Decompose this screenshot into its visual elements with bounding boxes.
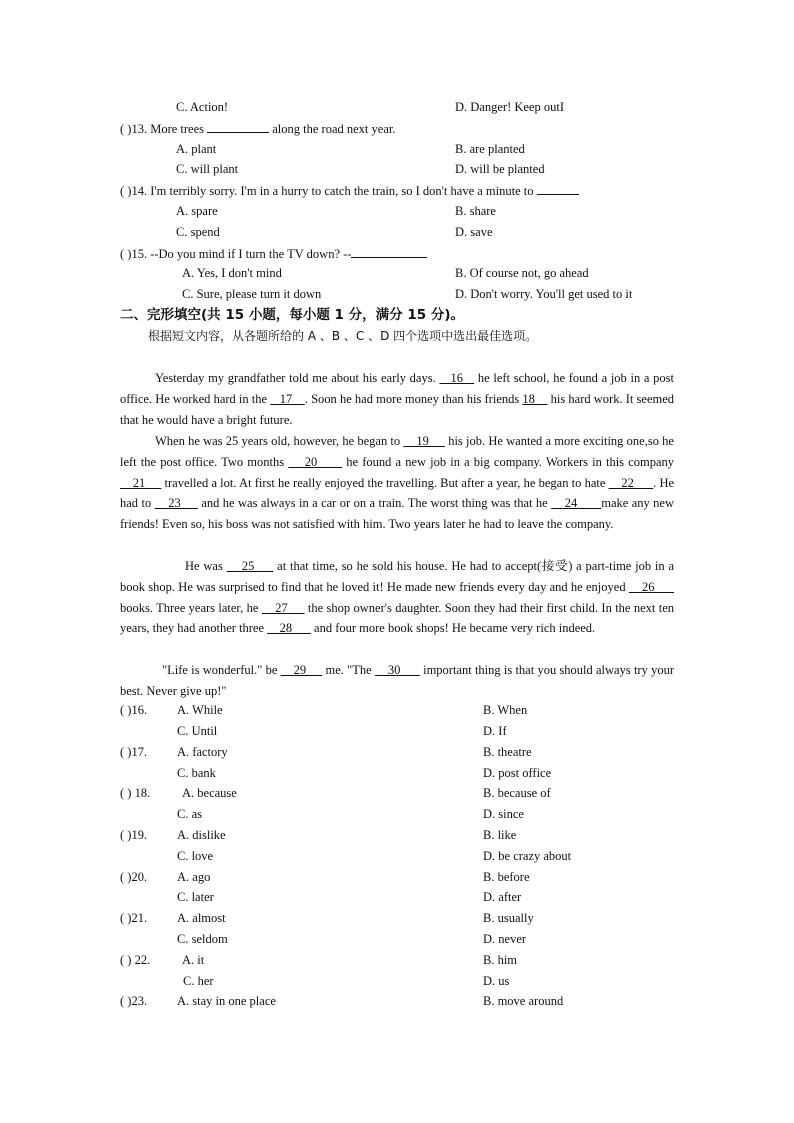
- q18-option-c: C. as: [177, 807, 202, 821]
- q13-blank[interactable]: [207, 120, 269, 133]
- q13-option-c: C. will plant: [176, 162, 239, 176]
- q13-stem-a: More trees: [150, 122, 204, 136]
- q12-option-d: D. Danger! Keep outI: [455, 100, 564, 114]
- q20-option-a: A. ago: [177, 870, 211, 884]
- blank-30[interactable]: 30: [374, 663, 420, 677]
- q14-blank[interactable]: [537, 182, 579, 195]
- q17-option-b: B. theatre: [483, 745, 532, 759]
- q18-number: ( ) 18.: [120, 786, 151, 800]
- section-instruction: 根据短文内容，从各题所给的 A 、B 、C 、D 四个选项中选出最佳选项。: [148, 329, 538, 343]
- q21-option-c: C. seldom: [177, 932, 228, 946]
- passage-text: and four more book shops! He became very rich indeed.: [310, 621, 596, 636]
- q14-option-b: B. share: [455, 204, 496, 218]
- q16-number: ( )16.: [120, 703, 148, 717]
- q17-option-d: D. post office: [483, 766, 552, 780]
- passage-text: at that time, so he sold his house. He had to accept(接受) a part-time job in a book shop. He was surprised to find that he loved it! He made new friends every day and he enjoyed: [120, 559, 675, 594]
- q14-option-c: C. spend: [176, 225, 220, 239]
- q16-option-c: C. Until: [177, 724, 218, 738]
- q23-option-a: A. stay in one place: [177, 994, 276, 1008]
- blank-28[interactable]: 28: [267, 621, 311, 636]
- q16-option-d: D. If: [483, 724, 507, 738]
- q16-option-a: A. While: [177, 703, 223, 717]
- blank-26[interactable]: 26: [628, 579, 675, 594]
- q20-option-d: D. after: [483, 890, 522, 904]
- q15-option-b: B. Of course not, go ahead: [455, 266, 589, 280]
- passage-text: and he was always in a car or on a train. The worst thing was that he: [197, 496, 552, 511]
- q13-stem-b: along the road next year.: [272, 122, 396, 136]
- blank-18[interactable]: 18: [522, 391, 548, 406]
- q14-option-d: D. save: [455, 225, 493, 239]
- passage-text: me. "The: [322, 663, 375, 677]
- q22-option-d: D. us: [483, 974, 510, 988]
- blank-29[interactable]: 29: [280, 663, 323, 677]
- q22-option-a: A. it: [182, 953, 205, 967]
- passage-text: "Life is wonderful." be: [162, 663, 281, 677]
- q21-option-b: B. usually: [483, 911, 534, 925]
- blank-24[interactable]: 24: [551, 496, 602, 511]
- blank-27[interactable]: 27: [261, 600, 305, 615]
- q20-number: ( )20.: [120, 870, 148, 884]
- q17-option-a: A. factory: [177, 745, 228, 759]
- passage-paragraph-1: [120, 368, 674, 430]
- section-heading: 二、完形填空(共 15 小题，每小题 1 分，满分 15 分)。: [120, 307, 465, 323]
- passage-paragraph-2: [120, 431, 674, 535]
- passage-text: He was: [185, 559, 227, 573]
- q21-option-a: A. almost: [177, 911, 226, 925]
- q21-option-d: D. never: [483, 932, 527, 946]
- q14-option-a: A. spare: [176, 204, 218, 218]
- blank-19[interactable]: 19: [403, 434, 445, 448]
- q23-option-b: B. move around: [483, 994, 564, 1008]
- q15-stem: [120, 245, 427, 262]
- q22-option-b: B. him: [483, 953, 518, 967]
- passage-paragraph-4: [120, 660, 674, 702]
- q20-option-c: C. later: [177, 890, 214, 904]
- q15-blank[interactable]: [351, 245, 427, 258]
- passage-text: make any new friends! Even so, his boss was not satisfied with him. Two years later he had to leave the company.: [120, 496, 674, 532]
- q23-number: ( )23.: [120, 994, 148, 1008]
- q15-stem-text: --Do you mind if I turn the TV down? --: [150, 247, 352, 261]
- blank-20[interactable]: 20: [288, 454, 343, 469]
- q14-stem: [120, 182, 579, 199]
- passage-text: . Soon he had more money than his friends: [304, 391, 523, 406]
- passage-text: his hard work. It seemed that he would have a bright future.: [120, 391, 675, 427]
- q19-option-a: A. dislike: [177, 828, 226, 842]
- q13-option-a: A. plant: [176, 142, 217, 156]
- q18-option-d: D. since: [483, 807, 524, 821]
- passage-text: When he was 25 years old, however, he began to: [155, 434, 404, 448]
- passage-text: important thing is that you should always try your best. Never give up!": [120, 663, 674, 698]
- passage-text: the shop owner's daughter. Soon they had their first child. In the next ten years, they had another three: [120, 600, 674, 636]
- q14-number: ( )14.: [120, 184, 148, 198]
- q15-number: ( )15.: [120, 247, 148, 261]
- q20-option-b: B. before: [483, 870, 530, 884]
- passage-text: his job. He wanted a more exciting one,so he left the post office. Two months: [120, 434, 674, 469]
- passage-text: books. Three years later, he: [120, 600, 262, 615]
- q18-option-b: B. because of: [483, 786, 551, 800]
- blank-23[interactable]: 23: [154, 496, 198, 511]
- q13-number: ( )13.: [120, 122, 148, 136]
- passage-text: he found a new job in a big company. Workers in this company: [342, 454, 675, 469]
- blank-16[interactable]: 16: [439, 371, 475, 385]
- q19-number: ( )19.: [120, 828, 148, 842]
- passage-text: travelled a lot. At first he really enjoyed the travelling. But after a year, he began to hate: [161, 475, 609, 490]
- q21-number: ( )21.: [120, 911, 148, 925]
- q14-stem-text: I'm terribly sorry. I'm in a hurry to catch the train, so I don't have a minute to: [150, 184, 534, 198]
- q22-number: ( ) 22.: [120, 953, 151, 967]
- q15-option-d: D. Don't worry. You'll get used to it: [455, 287, 633, 301]
- q13-option-d: D. will be planted: [455, 162, 545, 176]
- passage-text: he left school, he found a job in a post office. He worked hard in the: [120, 371, 675, 406]
- blank-22[interactable]: 22: [608, 475, 654, 490]
- blank-17[interactable]: 17: [270, 391, 305, 406]
- blank-25[interactable]: 25: [226, 559, 274, 573]
- q17-number: ( )17.: [120, 745, 148, 759]
- q13-stem: [120, 120, 395, 137]
- q13-option-b: B. are planted: [455, 142, 525, 156]
- q12-option-c: C. Action!: [176, 100, 229, 114]
- q22-option-c: C. her: [183, 974, 214, 988]
- passage-text: . He had to: [120, 475, 675, 511]
- q17-option-c: C. bank: [177, 766, 216, 780]
- q16-option-b: B. When: [483, 703, 528, 717]
- blank-21[interactable]: 21: [120, 475, 162, 490]
- q19-option-c: C. love: [177, 849, 214, 863]
- q15-option-a: A. Yes, I don't mind: [182, 266, 282, 280]
- q18-option-a: A. because: [182, 786, 237, 800]
- passage-paragraph-3: [120, 556, 674, 639]
- passage-text: Yesterday my grandfather told me about his early days.: [155, 371, 440, 385]
- q19-option-d: D. be crazy about: [483, 849, 572, 863]
- q15-option-c: C. Sure, please turn it down: [182, 287, 322, 301]
- q19-option-b: B. like: [483, 828, 517, 842]
